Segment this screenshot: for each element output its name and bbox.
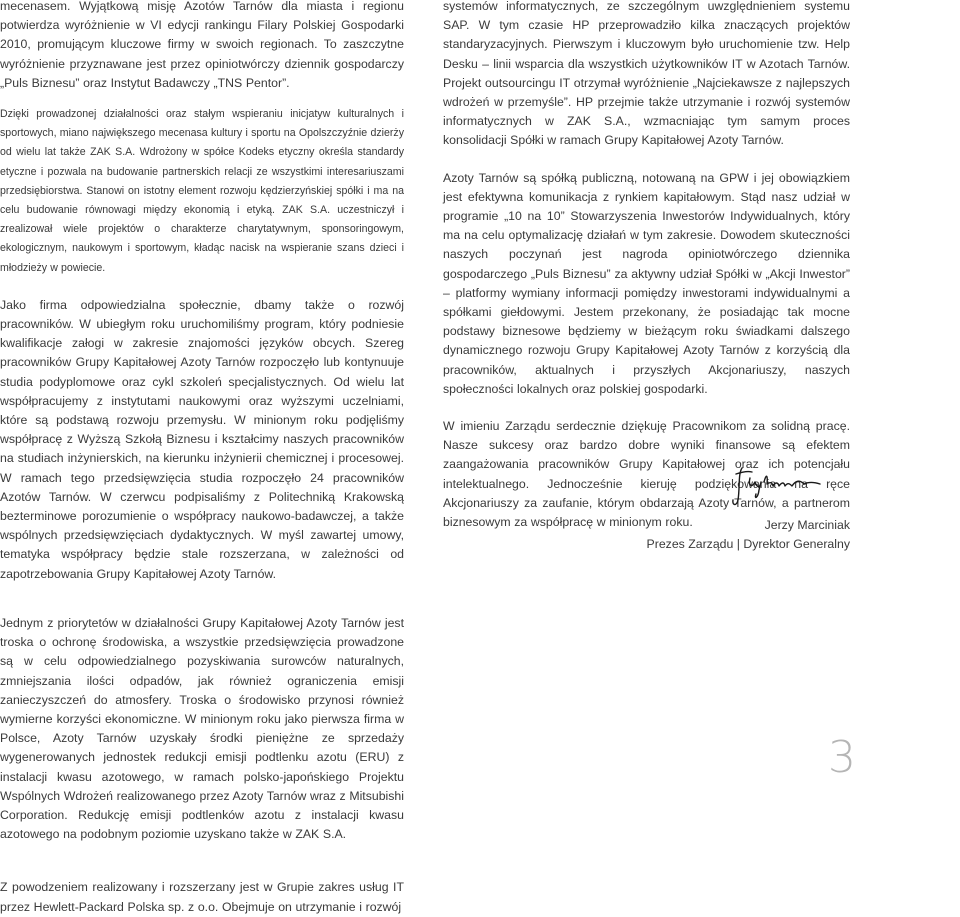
paragraph-patronage: mecenasem. Wyjątkową misję Azotów Tarnów dla miasta i regionu potwierdza wyróżnienie w VI edycji rankingu Filary Polskiej Gospodarki 2010, promującym kluczowe firmy w swoich regionach. To zaszczytne wyróżnienie przyznawane jest przez opiniotwórczy dziennik gospodarczy „Puls Biznesu” oraz Instytut Badawczy „TNS Pentor”. — [0, 0, 404, 90]
paragraph-it-services: Z powodzeniem realizowany i rozszerzany jest w Grupie zakres usług IT przez Hewlett-Packard Polska sp. z o.o. Obejmuje on utrzymanie i rozwój — [0, 880, 404, 914]
paragraph-zak-ethics: Dzięki prowadzonej działalności oraz stałym wspieraniu inicjatyw kulturalnych i sportowych, miano największego mecenasa kultury i sportu na Opolszczyźnie dzierży od wielu lat także ZAK S.A. Wdrożony w spółce Kodeks etyczny określa standardy etyczne i pozwala na budowanie partnerskich relacji ze wszystkimi interesariuszami przedsiębiorstwa. Stanowi on istotny element rozwoju kędzierzyńskiej spółki i ma na celu budowanie równowagi między ekonomią i etyką. ZAK S.A. uczestniczył i zrealizował wiele projektów o charakterze charytatywnym, sponsoringowym, ekologicznym, naukowym i sportowym, kładąc nacisk na wspieranie szans dzieci i młodzieży w powiecie. — [0, 108, 404, 274]
page-number: 3 — [828, 732, 856, 783]
paragraph-employee-development: Jako firma odpowiedzialna społecznie, dbamy także o rozwój pracowników. W ubiegłym roku uruchomiliśmy program, który podniesie kwalifikacje załogi w zakresie znajomości języków obcych. Szereg pracowników Grupy Kapitałowej Azoty Tarnów rozpoczęło lub kontynuuje studia podyplomowe oraz cykl szkoleń specjalistycznych. Od wielu lat współpracujemy z instytutami naukowymi oraz wyższymi uczelniami, które są podstawą rozwoju przemysłu. W minionym roku podjęliśmy współpracę z Wyższą Szkołą Biznesu i kształcimy naszych pracowników na studiach inżynierskich, na kierunku inżynierii chemicznej i procesowej. W ramach tego przedsięwzięcia studia rozpoczęło 24 pracowników Azotów Tarnów. W czerwcu podpisaliśmy z Politechniką Krakowską bezterminowe porozumienie o współpracy naukowo-badawczej, a także wspólnych przedsięwzięciach dydaktycznych. W myśl zawartej umowy, tematyka współpracy będzie stale rozszerzana, w zależności od zapotrzebowania Grupy Kapitałowej Azoty Tarnów. — [0, 297, 404, 581]
paragraph-it-projects: systemów informatycznych, ze szczególnym uwzględnieniem systemu SAP. W tym czasie HP przeprowadziło kilka znaczących projektów standaryzacyjnych. Pierwszym i kluczowym było uruchomienie tzw. Help Desku – linii wsparcia dla wszystkich użytkowników IT w Azotach Tarnów. Projekt outsourcingu IT otrzymał wyróżnienie „Najciekawsze z najlepszych wdrożeń w przemyśle”. HP przejmie także utrzymanie i rozwój systemów informatycznych w ZAK S.A., wzmacniając tym samym proces konsolidacji Spółki w ramach Grupy Kapitałowej Azoty Tarnów. — [443, 0, 850, 148]
paragraph-investor-relations: Azoty Tarnów są spółką publiczną, notowaną na GPW i jej obowiązkiem jest efektywna komunikacja z rynkiem kapitałowym. Stąd nasz udział w programie „10 na 10” Stowarzyszenia Inwestorów Indywidualnych, który ma na celu optymalizację działań w tym zakresie. Dowodem skuteczności naszych poczynań jest nagroda opiniotwórczego dziennika gospodarczego „Puls Biznesu” za aktywny udział Spółki w „Akcji Inwestor” – platformy wymiany informacji pomiędzy inwestorami indywidualnymi a spółkami giełdowymi. Jestem przekonany, że posiadając tak mocne podstawy biznesowe będziemy w bieżącym roku świadkami dalszego dynamicznego rozwoju Grupy Kapitałowej Azoty Tarnów z korzyścią dla pracowników, aktualnych i przyszłych Akcjonariuszy, naszych społeczności lokalnych oraz polskiej gospodarki. — [443, 170, 850, 396]
signatory-name: Jerzy Marciniak — [764, 518, 850, 532]
paragraph-thanks: W imieniu Zarządu serdecznie dziękuję Pracownikom za solidną pracę. Nasze sukcesy oraz bardzo dobre wyniki finansowe są efektem zaangażowania pracowników Grupy Kapitałowej oraz ich potencjału intelektualnego. Jednocześnie kieruję podziękowania na ręce Akcjonariuszy za zaufanie, którym obdarzają Azoty Tarnów, a partnerom biznesowym za współpracę w minionym roku. — [443, 419, 850, 530]
left-text-column — [0, 0, 404, 917]
paragraph-environment: Jednym z priorytetów w działalności Grupy Kapitałowej Azoty Tarnów jest troska o ochronę środowiska, a wszystkie przedsięwzięcia prowadzone są w celu odpowiedzialnego pozyskiwania surowców naturalnych, zmniejszania ilości odpadów, jak również ograniczenia emisji zanieczyszczeń do atmosfery. Troska o środowisko przynosi również wymierne korzyści ekonomiczne. W minionym roku jako pierwsza firma w Polsce, Azoty Tarnów uzyskały środki pieniężne ze sprzedaży wygenerowanych jednostek redukcji emisji podtlenku azotu (ERU) z instalacji kwasu azotowego, w ramach polsko-japońskiego Projektu Wspólnych Wdrożeń realizowanego przez Azoty Tarnów wraz z Mitsubishi Corporation. Redukcję emisji podtlenków azotu z instalacji kwasu azotowego na podobnym poziomie uzyskano także w ZAK S.A. — [0, 615, 404, 842]
signatory-role: Prezes Zarządu | Dyrektor Generalny — [646, 537, 850, 551]
right-text-column — [443, 0, 850, 532]
handwritten-signature — [728, 460, 848, 508]
